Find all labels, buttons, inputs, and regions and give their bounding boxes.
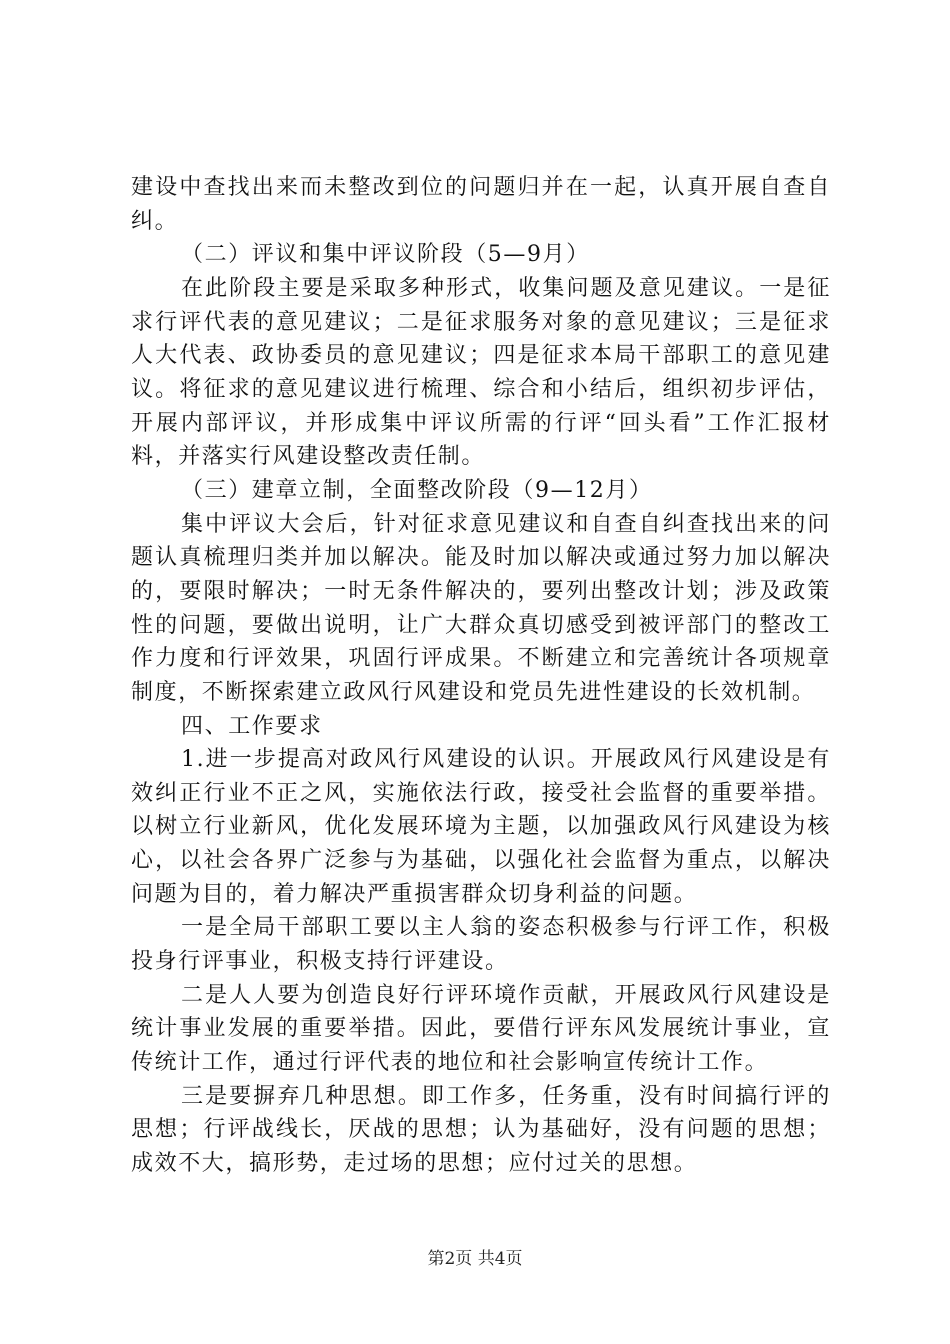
paragraph-1: 建设中查找出来而未整改到位的问题归并在一起，认真开展自查自纠。 (131, 175, 831, 234)
paragraph-2: （二）评议和集中评议阶段（5—9月） (181, 242, 590, 268)
paragraph-10: 三是要摒弃几种思想。即工作多，任务重，没有时间搞行评的思想；行评战线长，厌战的思想；认为基础好，没有问题的思想；成效不大，搞形势，走过场的思想；应付过关的思想。 (131, 1083, 831, 1177)
page-footer: 第2页 共4页 (427, 1249, 523, 1269)
paragraph-5: 集中评议大会后，针对征求意见建议和自查自纠查找出来的问题认真梳理归类并加以解决。能及时加以解决或通过努力加以解决的，要限时解决；一时无条件解决的，要列出整改计划；涉及政策性的问题，要做出说明，让广大群众真切感受到被评部门的整改工作力度和行评效果，巩固行评成果。不断建立和完善统计各项规章制度，不断探索建立政风行风建设和党员先进性建设的长效机制。 (131, 511, 831, 705)
paragraph-3: 在此阶段主要是采取多种形式，收集问题及意见建议。一是征求行评代表的意见建议；二是征求服务对象的意见建议；三是征求人大代表、政协委员的意见建议；四是征求本局干部职工的意见建议。将征求的意见建议进行梳理、综合和小结后，组织初步评估，开展内部评议，并形成集中评议所需的行评“回头看”工作汇报材料，并落实行风建设整改责任制。 (131, 275, 831, 470)
paragraph-9: 二是人人要为创造良好行评环境作贡献，开展政风行风建设是统计事业发展的重要举措。因此，要借行评东风发展统计事业，宣传统计工作，通过行评代表的地位和社会影响宣传统计工作。 (131, 982, 831, 1076)
paragraph-8: 一是全局干部职工要以主人翁的姿态积极参与行评工作，积极投身行评事业，积极支持行评建设。 (131, 915, 831, 975)
paragraph-4: （三）建章立制，全面整改阶段（9—12月） (181, 477, 653, 503)
paragraph-7: 1.进一步提高对政风行风建设的认识。开展政风行风建设是有效纠正行业不正之风，实施依法行政，接受社会监督的重要举措。以树立行业新风，优化发展环境为主题，以加强政风行风建设为核心，以社会各界广泛参与为基础，以强化社会监督为重点，以解决问题为目的，着力解决严重损害群众切身利益的问题。 (131, 747, 831, 907)
paragraph-6: 四、工作要求 (181, 713, 323, 739)
document-body (131, 171, 831, 1181)
